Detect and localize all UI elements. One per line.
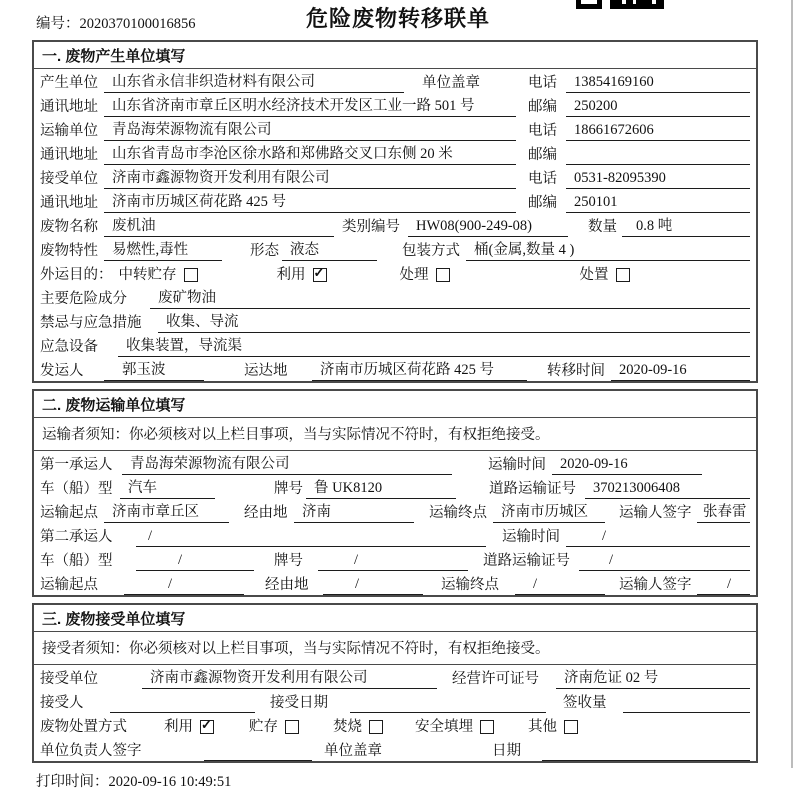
shipper-label: 发运人 xyxy=(40,363,84,379)
window-right-edge xyxy=(791,0,793,768)
disposal-option-store: 贮存 xyxy=(249,715,299,737)
destination-value: 济南市历城区荷花路 425 号 xyxy=(312,358,527,381)
received-amount-label: 签收量 xyxy=(563,695,607,711)
section-producer-header: 一. 废物产生单位填写 xyxy=(34,42,756,69)
section-transport-header: 二. 废物运输单位填写 xyxy=(34,391,756,418)
transport-notice: 运输者须知：你必须核对以上栏目事项，当与实际情况不符时，有权拒绝接受。 xyxy=(34,418,756,451)
row-producer xyxy=(34,69,756,93)
plate2-value: / xyxy=(318,552,468,571)
producer-phone-label: 电话 xyxy=(528,75,557,91)
disposal-option-use: 利用 ✓ xyxy=(164,715,214,737)
traits-value: 易燃性,毒性 xyxy=(104,238,222,261)
traits-label: 废物特性 xyxy=(40,243,98,259)
transporter-value: 青岛海荣源物流有限公司 xyxy=(104,118,516,141)
row-route1 xyxy=(34,499,756,523)
vehicle2-label: 车（船）型 xyxy=(40,553,113,569)
second-carrier-label: 第二承运人 xyxy=(40,529,113,545)
receiver-zip-label: 邮编 xyxy=(528,195,557,211)
second-carrier-value: / xyxy=(136,528,486,547)
print-time-value: 2020-09-16 10:49:51 xyxy=(108,774,232,790)
equipment-value: 收集装置，导流渠 xyxy=(118,334,750,357)
hazard-label: 主要危险成分 xyxy=(40,291,127,307)
transfer-time-label: 转移时间 xyxy=(547,363,605,379)
disposal-landfill-checkbox xyxy=(480,720,494,734)
receiver-seal-label: 单位盖章 xyxy=(324,743,382,759)
row-emergency-equipment xyxy=(34,333,756,357)
vehicle2-value: / xyxy=(136,552,254,571)
row-manager-sign xyxy=(34,737,756,761)
section-producer xyxy=(32,40,758,383)
disposal-option-other: 其他 xyxy=(528,715,578,737)
form-label: 形态 xyxy=(250,243,279,259)
print-time xyxy=(36,770,796,791)
first-carrier-value: 青岛海荣源物流有限公司 xyxy=(122,452,452,475)
purpose-option-dispose: 处置 xyxy=(580,263,630,285)
row-hazard-components xyxy=(34,285,756,309)
purpose-option-treat: 处理 xyxy=(400,263,450,285)
shipper-value: 郭玉波 xyxy=(104,358,204,381)
row-transporter xyxy=(34,117,756,141)
row-receiver-address xyxy=(34,189,756,213)
hazard-value: 废矿物油 xyxy=(150,286,750,309)
sign2-label: 运输人签字 xyxy=(619,577,692,593)
transport-time1-label: 运输时间 xyxy=(488,457,546,473)
form-value: 液态 xyxy=(282,238,377,261)
taboo-value: 收集、导流 xyxy=(158,310,750,333)
quantity-value: 0.8 吨 xyxy=(622,214,750,237)
accept-unit-label: 接受单位 xyxy=(40,671,98,687)
print-time-label: 打印时间： xyxy=(36,774,109,790)
row-emergency-measures xyxy=(34,309,756,333)
sign-date-label: 日期 xyxy=(492,743,521,759)
receiver-notice: 接受者须知：你必须核对以上栏目事项，当与实际情况不符时，有权拒绝接受。 xyxy=(34,632,756,665)
transfer-time-value: 2020-09-16 xyxy=(611,362,750,381)
disposal-option-landfill: 安全填埋 xyxy=(415,715,494,737)
category-label: 类别编号 xyxy=(342,219,400,235)
disposal-label: 废物处置方式 xyxy=(40,719,127,735)
row-transfer-purpose xyxy=(34,261,756,285)
storage-checkbox xyxy=(184,268,198,282)
sign2-value: / xyxy=(697,576,750,595)
origin2-value: / xyxy=(124,576,244,595)
disposal-store-checkbox xyxy=(285,720,299,734)
row-first-carrier xyxy=(34,451,756,475)
purpose-option-use: 利用 ✓ xyxy=(277,263,327,285)
via1-label: 经由地 xyxy=(244,505,288,521)
permit1-value: 370213006408 xyxy=(585,480,750,499)
plate1-label: 牌号 xyxy=(274,481,303,497)
unit-seal-label: 单位盖章 xyxy=(422,75,480,91)
packing-label: 包装方式 xyxy=(402,243,460,259)
receiver-zip-value: 250101 xyxy=(566,194,750,213)
sign1-label: 运输人签字 xyxy=(619,505,692,521)
receiver-phone-label: 电话 xyxy=(528,171,557,187)
row-accept-person xyxy=(34,689,756,713)
waste-name-label: 废物名称 xyxy=(40,219,98,235)
producer-phone-value: 13854169160 xyxy=(566,74,750,93)
permit1-label: 道路运输证号 xyxy=(489,481,576,497)
via2-label: 经由地 xyxy=(265,577,309,593)
purpose-label: 外运目的： xyxy=(40,267,113,283)
disposal-option-burn: 焚烧 xyxy=(333,715,383,737)
disposal-use-checkbox xyxy=(200,720,214,734)
accept-date-value xyxy=(350,696,546,713)
permit2-value: / xyxy=(579,552,750,571)
row-route2 xyxy=(34,571,756,595)
origin1-value: 济南市章丘区 xyxy=(104,500,229,523)
equipment-label: 应急设备 xyxy=(40,339,98,355)
taboo-label: 禁忌与应急措施 xyxy=(40,315,142,331)
producer-address-label: 通讯地址 xyxy=(40,99,98,115)
transporter-phone-label: 电话 xyxy=(528,123,557,139)
transporter-zip-value xyxy=(566,148,750,165)
row-waste-traits xyxy=(34,237,756,261)
page-title: 危险废物转移联单 xyxy=(305,6,490,31)
category-value: HW08(900-249-08) xyxy=(408,218,568,237)
document-header xyxy=(0,0,796,40)
row-transporter-address xyxy=(34,141,756,165)
row-shipper xyxy=(34,357,756,381)
transport-time2-label: 运输时间 xyxy=(502,529,560,545)
section-receiver xyxy=(32,603,758,763)
first-carrier-label: 第一承运人 xyxy=(40,457,113,473)
manager-sign-label: 单位负责人签字 xyxy=(40,743,142,759)
destination-label: 运达地 xyxy=(244,363,288,379)
receiver-phone-value: 0531-82095390 xyxy=(566,170,750,189)
sign-date-value xyxy=(542,744,750,761)
transporter-zip-label: 邮编 xyxy=(528,147,557,163)
serial-label: 编号： xyxy=(36,16,80,32)
accept-date-label: 接受日期 xyxy=(270,695,328,711)
origin2-label: 运输起点 xyxy=(40,577,98,593)
via2-value: / xyxy=(323,576,423,595)
permit2-label: 道路运输证号 xyxy=(483,553,570,569)
end2-value: / xyxy=(515,576,605,595)
receiver-address-value: 济南市历城区荷花路 425 号 xyxy=(104,190,516,213)
receiver-value: 济南市鑫源物资开发利用有限公司 xyxy=(104,166,516,189)
via1-value: 济南 xyxy=(294,500,414,523)
section-receiver-header: 三. 废物接受单位填写 xyxy=(34,605,756,632)
transporter-address-label: 通讯地址 xyxy=(40,147,98,163)
license-label: 经营许可证号 xyxy=(452,671,539,687)
end1-value: 济南市历城区 xyxy=(493,500,605,523)
producer-label: 产生单位 xyxy=(40,75,98,91)
sign1-value: 张春雷 xyxy=(697,500,750,523)
license-value: 济南危证 02 号 xyxy=(556,666,750,689)
vehicle1-label: 车（船）型 xyxy=(40,481,113,497)
producer-zip-value: 250200 xyxy=(566,98,750,117)
origin1-label: 运输起点 xyxy=(40,505,98,521)
vehicle1-value: 汽车 xyxy=(120,476,215,499)
receiver-label: 接受单位 xyxy=(40,171,98,187)
row-receiver xyxy=(34,165,756,189)
disposal-other-checkbox xyxy=(564,720,578,734)
end2-label: 运输终点 xyxy=(441,577,499,593)
row-producer-address xyxy=(34,93,756,117)
quantity-label: 数量 xyxy=(588,219,617,235)
treat-checkbox xyxy=(436,268,450,282)
transport-time1-value: 2020-09-16 xyxy=(552,456,702,475)
packing-value: 桶(金属,数量 4 ) xyxy=(466,238,750,261)
receiver-address-label: 通讯地址 xyxy=(40,195,98,211)
transporter-label: 运输单位 xyxy=(40,123,98,139)
qr-code-partial xyxy=(576,0,666,9)
row-second-carrier xyxy=(34,523,756,547)
transporter-phone-value: 18661672606 xyxy=(566,122,750,141)
disposal-burn-checkbox xyxy=(369,720,383,734)
plate2-label: 牌号 xyxy=(274,553,303,569)
plate1-value: 鲁 UK8120 xyxy=(306,476,456,499)
dispose-checkbox xyxy=(616,268,630,282)
accept-person-label: 接受人 xyxy=(40,695,84,711)
purpose-option-storage: 中转贮存 xyxy=(119,263,198,285)
row-vehicle2 xyxy=(34,547,756,571)
producer-address-value: 山东省济南市章丘区明水经济技术开发区工业一路 501 号 xyxy=(104,94,516,117)
producer-zip-label: 邮编 xyxy=(528,99,557,115)
row-accept-unit xyxy=(34,665,756,689)
use-checkbox xyxy=(313,268,327,282)
row-disposal-method xyxy=(34,713,756,737)
accept-unit-value: 济南市鑫源物资开发利用有限公司 xyxy=(142,666,437,689)
serial-value: 2020370100016856 xyxy=(79,16,196,32)
accept-person-value xyxy=(110,696,255,713)
manager-sign-value xyxy=(204,744,312,761)
row-waste-name xyxy=(34,213,756,237)
received-amount-value xyxy=(623,696,750,713)
end1-label: 运输终点 xyxy=(429,505,487,521)
producer-value: 山东省永信非织造材料有限公司 xyxy=(104,70,404,93)
section-transport xyxy=(32,389,758,597)
waste-name-value: 废机油 xyxy=(104,214,334,237)
transporter-address-value: 山东省青岛市李沧区徐水路和郑佛路交叉口东侧 20 米 xyxy=(104,142,516,165)
row-vehicle1 xyxy=(34,475,756,499)
transport-time2-value: / xyxy=(566,528,750,547)
